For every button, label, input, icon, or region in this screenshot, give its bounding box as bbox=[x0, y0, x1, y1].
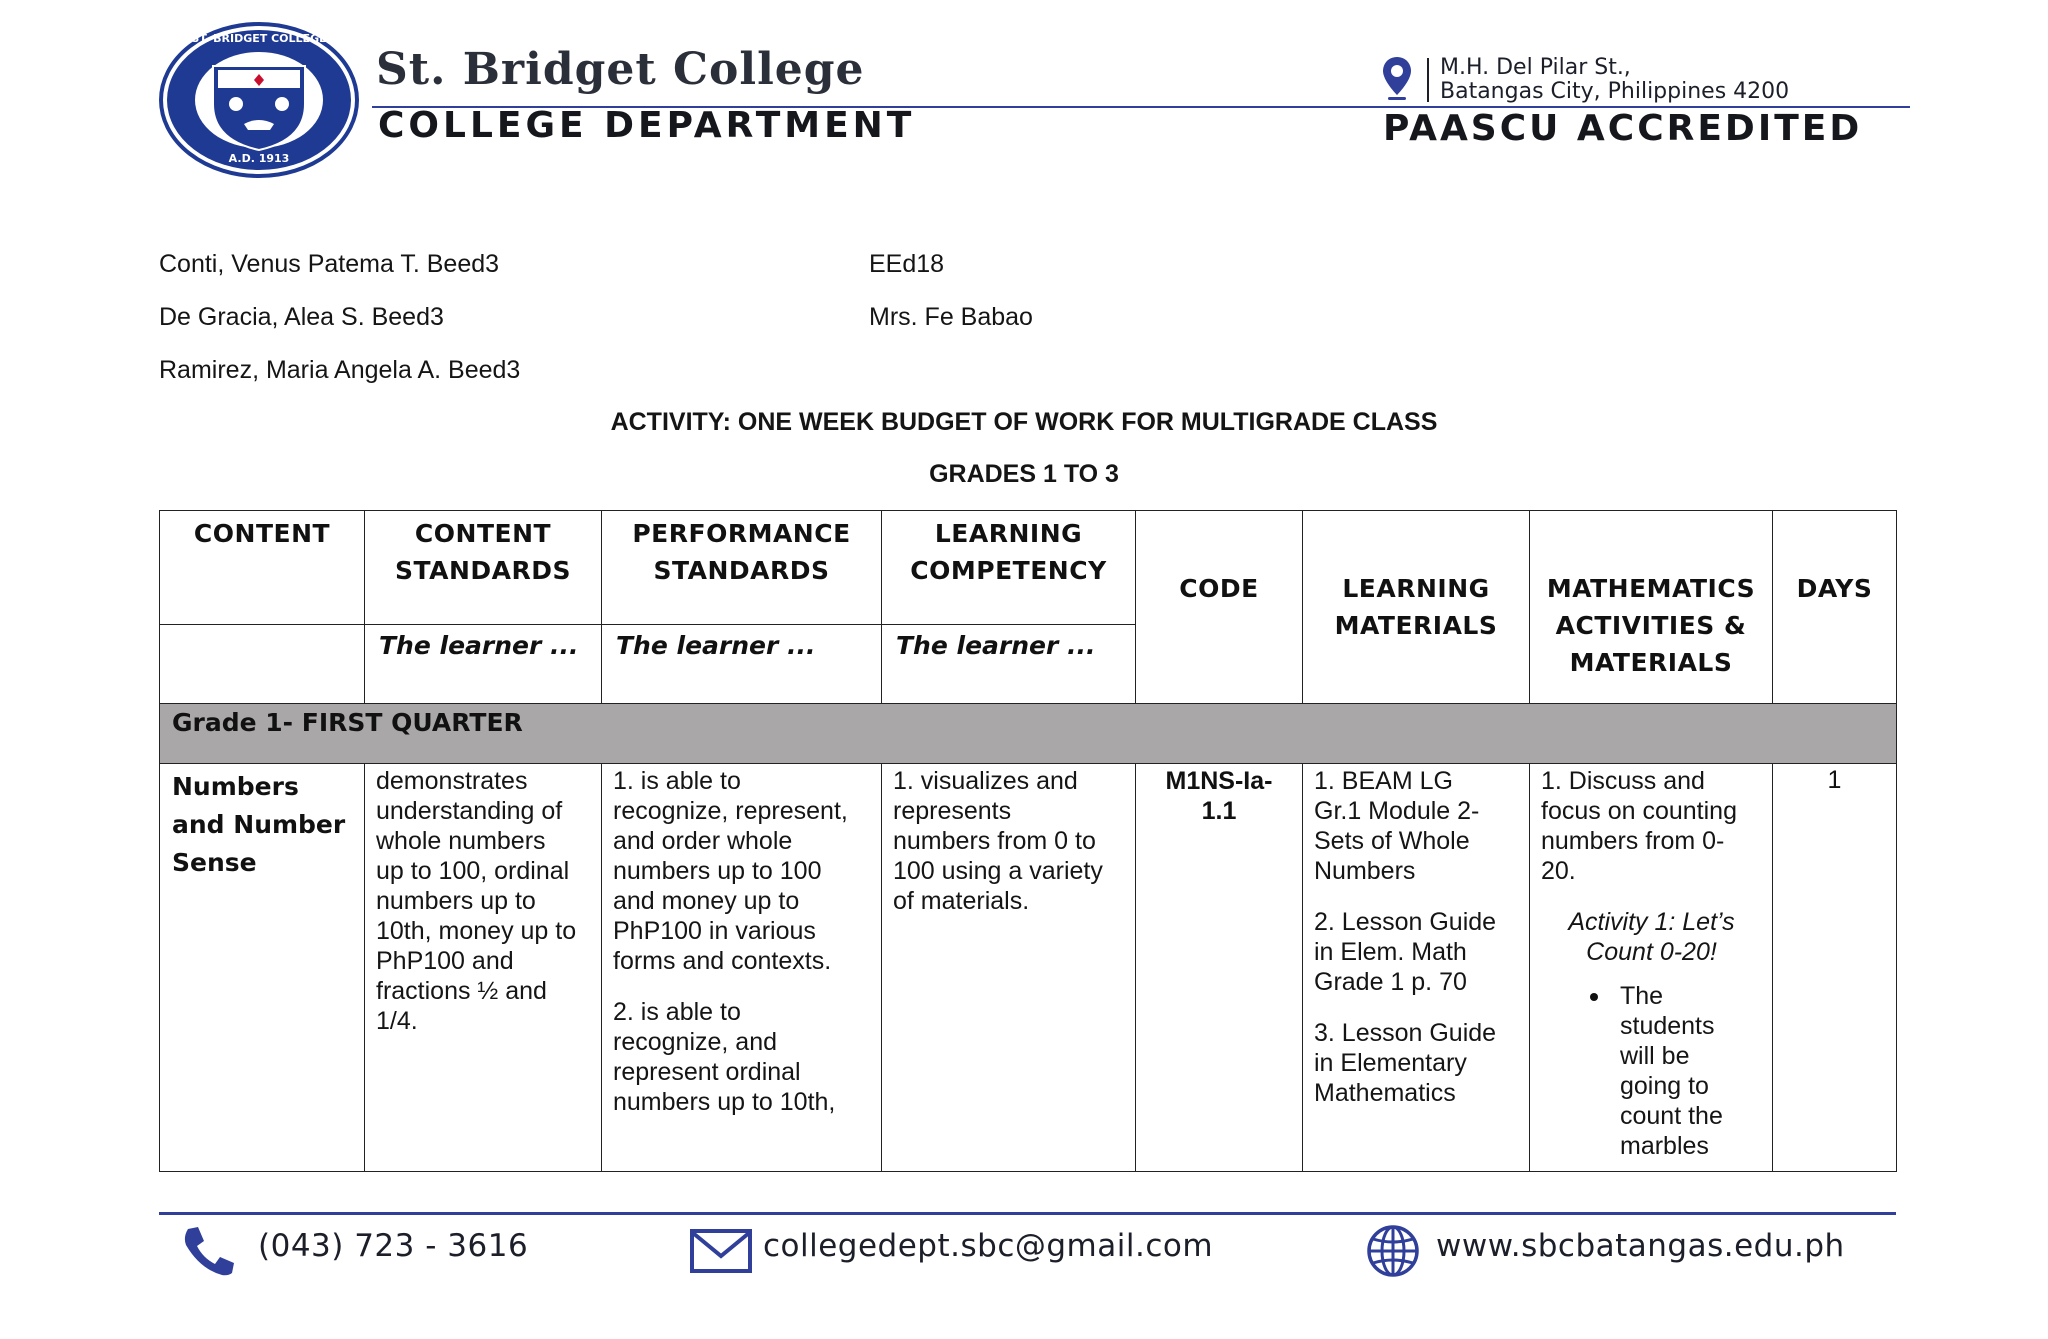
student-name-3: Ramirez, Maria Angela A. Beed3 bbox=[159, 356, 521, 384]
header-learning-competency: LEARNING COMPETENCY bbox=[882, 511, 1136, 625]
address-line-2: Batangas City, Philippines 4200 bbox=[1440, 79, 1790, 104]
bullet-icon bbox=[1590, 993, 1598, 1001]
address-line-1: M.H. Del Pilar St., bbox=[1440, 55, 1631, 80]
math-activities-cell bbox=[1530, 764, 1773, 1172]
student-name-2: De Gracia, Alea S. Beed3 bbox=[159, 303, 444, 331]
seal-title: ST. BRIDGET COLLEGE bbox=[191, 32, 327, 45]
department-name: COLLEGE DEPARTMENT bbox=[378, 105, 916, 146]
student-name-1: Conti, Venus Patema T. Beed3 bbox=[159, 250, 500, 278]
learning-material-2: 2. Lesson Guide in Elem. Math Grade 1 p. 70 bbox=[1314, 908, 1497, 996]
learner-label-learning-competency: The learner ... bbox=[882, 625, 1136, 704]
performance-standards-cell bbox=[602, 764, 882, 1172]
content-cell: Numbers and Number Sense bbox=[160, 764, 365, 1172]
activity-title: Activity 1: Let’s Count 0-20! bbox=[1568, 908, 1735, 966]
header-content-standards: CONTENT STANDARDS bbox=[365, 511, 602, 625]
performance-standard-2: 2. is able to recognize, and represent ordinal numbers up to 10th, bbox=[613, 998, 836, 1116]
header-learning-materials: LEARNING MATERIALS bbox=[1303, 511, 1530, 704]
header-days: DAYS bbox=[1773, 511, 1897, 704]
days-cell: 1 bbox=[1773, 764, 1897, 1172]
footer-phone: (043) 723 - 3616 bbox=[258, 1228, 529, 1264]
address-divider bbox=[1427, 58, 1429, 102]
header-content: CONTENT bbox=[160, 511, 365, 625]
header-code: CODE bbox=[1136, 511, 1303, 704]
header-math-activities: MATHEMATICS ACTIVITIES & MATERIALS bbox=[1530, 511, 1773, 704]
footer-website[interactable]: www.sbcbatangas.edu.ph bbox=[1436, 1228, 1845, 1264]
learner-empty-cell bbox=[160, 625, 365, 704]
learning-material-1: 1. BEAM LG Gr.1 Module 2- Sets of Whole Numbers bbox=[1314, 767, 1480, 885]
grade-section-label: Grade 1- FIRST QUARTER bbox=[160, 704, 1897, 764]
performance-standard-1: 1. is able to recognize, represent, and order whole numbers up to 100 and money up to PhP100 in various forms and contexts. bbox=[613, 767, 848, 975]
mail-icon bbox=[689, 1228, 753, 1274]
header-performance-standards: PERFORMANCE STANDARDS bbox=[602, 511, 882, 625]
location-pin-icon bbox=[1380, 55, 1414, 101]
college-name: St. Bridget College bbox=[376, 44, 865, 95]
footer-rule bbox=[159, 1212, 1896, 1215]
learner-label-content-standards: The learner ... bbox=[365, 625, 602, 704]
budget-of-work-table bbox=[159, 510, 1897, 1172]
content-standards-cell: demonstrates understanding of whole numbers up to 100, ordinal numbers up to 10th, money up to PhP100 and fractions ½ and 1/4. bbox=[365, 764, 602, 1172]
footer-email[interactable]: collegedept.sbc@gmail.com bbox=[763, 1228, 1214, 1264]
course-code: EEd18 bbox=[869, 250, 945, 278]
phone-icon bbox=[180, 1225, 236, 1277]
grades-title: GRADES 1 TO 3 bbox=[929, 460, 1119, 488]
seal-year: A.D. 1913 bbox=[228, 152, 290, 165]
instructor-name: Mrs. Fe Babao bbox=[869, 303, 1033, 331]
activity-title: ACTIVITY: ONE WEEK BUDGET OF WORK FOR MULTIGRADE CLASS bbox=[610, 408, 1438, 436]
activity-bullet-item: The students will be going to count the marbles bbox=[1541, 981, 1762, 1161]
learning-competency-cell: 1. visualizes and represents numbers from 0 to 100 using a variety of materials. bbox=[882, 764, 1136, 1172]
activity-description: 1. Discuss and focus on counting numbers from 0- 20. bbox=[1541, 767, 1737, 885]
learning-material-3: 3. Lesson Guide in Elementary Mathematics bbox=[1314, 1019, 1497, 1107]
learning-materials-cell bbox=[1303, 764, 1530, 1172]
college-seal-logo bbox=[158, 22, 360, 178]
globe-icon bbox=[1366, 1224, 1420, 1278]
grade-section-row bbox=[160, 704, 1897, 764]
learner-label-performance-standards: The learner ... bbox=[602, 625, 882, 704]
table-row bbox=[160, 764, 1897, 1172]
accreditation-label: PAASCU ACCREDITED bbox=[1383, 108, 1863, 149]
code-cell: M1NS-Ia- 1.1 bbox=[1136, 764, 1303, 1172]
letterhead bbox=[0, 0, 2048, 190]
table-header-row bbox=[160, 511, 1897, 625]
